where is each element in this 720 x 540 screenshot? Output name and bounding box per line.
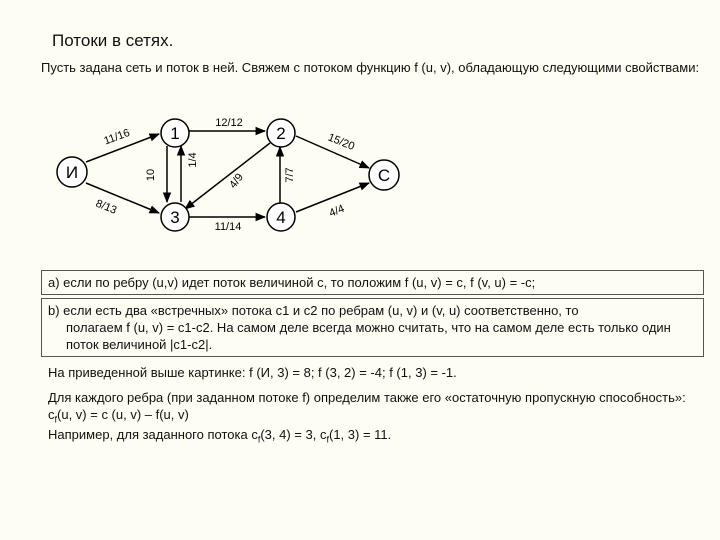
node-2 xyxy=(267,119,295,147)
node-source xyxy=(57,157,87,187)
edge-label-4-2: 7/7 xyxy=(284,167,296,183)
edge-label-3-1: 1/4 xyxy=(187,152,199,168)
node-4-label: 4 xyxy=(276,208,286,227)
node-4 xyxy=(267,203,295,231)
node-sink xyxy=(369,160,399,190)
edge-label-4-sink: 4/4 xyxy=(327,202,347,220)
residual-sub: f xyxy=(54,414,58,425)
edge-label-2-3: 4/9 xyxy=(227,171,247,191)
ex2-t3: (1, 3) = 11. xyxy=(328,427,392,442)
rule-a-text: a) если по ребру (u,v) идет поток величиной c, то положим f (u, v) = c, f (v, u) = -c; xyxy=(48,275,536,290)
ex2-s1: f xyxy=(257,434,261,445)
page-title: Потоки в сетях. xyxy=(52,31,174,50)
residual-example xyxy=(48,426,698,449)
ex2-t1: Например, для заданного потока c xyxy=(48,427,258,442)
edge-label-3-4: 11/14 xyxy=(214,221,242,233)
rule-a-box xyxy=(41,270,704,295)
intro-text: Пусть задана сеть и поток в ней. Свяжем с потоком функцию f (u, v), обладающую следующими свойствами: xyxy=(41,60,700,75)
edge-label-2-sink: 15/20 xyxy=(326,131,357,153)
edge-label-1-3: 10 xyxy=(145,168,157,182)
residual-text-2: (u, v) = c (u, v) – f(u, v) xyxy=(57,407,189,422)
edge-label-1-2: 12/12 xyxy=(215,117,243,129)
node-1 xyxy=(161,119,189,147)
rule-b-rest: полагаем f (u, v) = c1-c2. На самом деле всегда можно считать, что на самом деле есть только один поток величиной |c1-c2|. xyxy=(66,320,671,352)
node-source-label: И xyxy=(65,163,79,182)
node-3 xyxy=(161,203,189,231)
example-text: На приведенной выше картинке: f (И, 3) = 8; f (3, 2) = -4; f (1, 3) = -1. xyxy=(48,365,457,380)
residual-definition xyxy=(48,389,698,429)
node-sink-label: С xyxy=(377,166,391,185)
rule-b-line1: b) если есть два «встречных» потока c1 и c2 по ребрам (u, v) и (v, u) соответственно, то xyxy=(48,303,579,318)
residual-text-1: Для каждого ребра (при заданном потоке f) определим также его «остаточную пропускную способность»: c xyxy=(48,390,686,422)
node-3-label: 3 xyxy=(170,208,180,227)
edge-label-source-1: 11/16 xyxy=(102,126,132,148)
ex2-s2: f xyxy=(326,434,329,445)
rule-b-box xyxy=(41,298,704,357)
node-2-label: 2 xyxy=(276,124,286,143)
node-1-label: 1 xyxy=(170,124,180,143)
ex2-t2: (3, 4) = 3, c xyxy=(260,427,327,442)
edge-label-source-3: 8/13 xyxy=(93,197,119,217)
